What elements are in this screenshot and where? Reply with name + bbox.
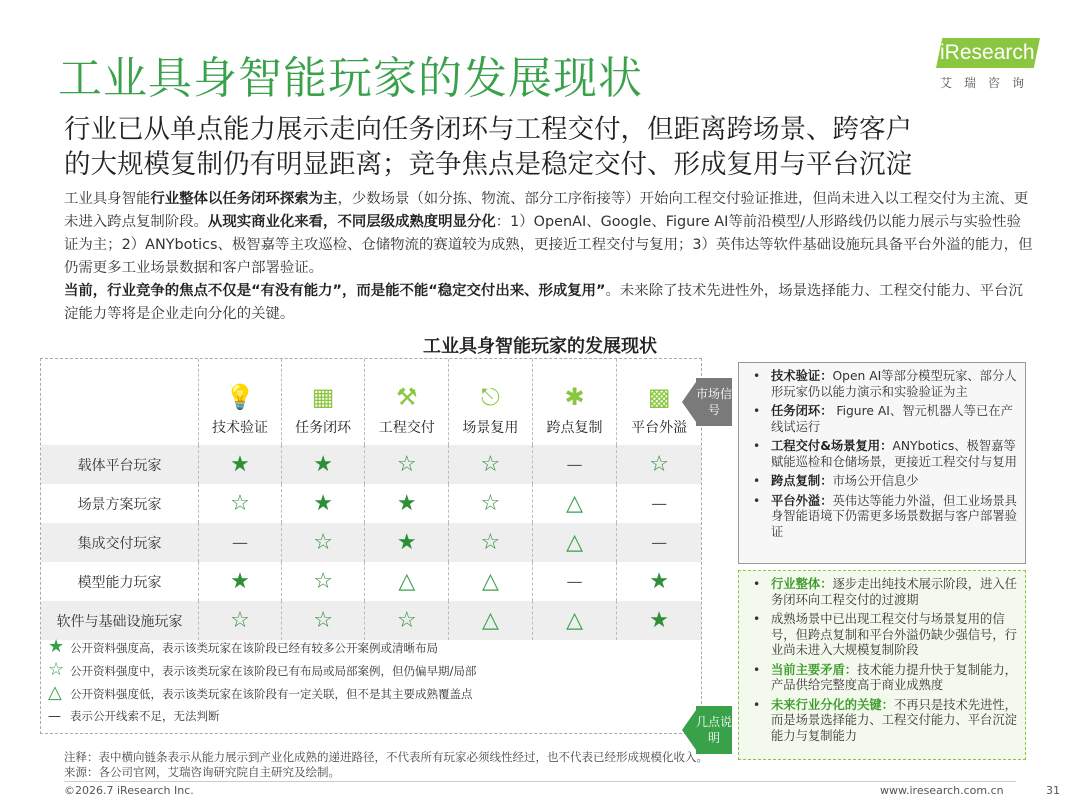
table-row [41,484,701,523]
matrix-cell: ★ [617,601,701,640]
column-label: 跨点复制 [546,420,603,436]
matrix-cell: ★ [649,569,670,594]
legend-item [48,705,476,728]
headline-line-1: 行业已从单点能力展示走向任务闭环与工程交付，但距离跨场景、跨客户 [64,114,912,145]
matrix-cell: ☆ [449,523,533,562]
table-row [41,562,701,601]
term: 技术验证： [771,369,833,383]
matrix-cell: ☆ [449,484,533,523]
table-row [41,445,701,484]
row-label: 模型能力玩家 [41,562,199,601]
matrix-table [41,359,701,640]
logo-word: iResearch [940,41,1035,64]
row-label: 场景方案玩家 [41,484,199,523]
term: 任务闭环： [771,404,833,418]
column-header [281,359,365,445]
term: 工程交付&场景复用： [771,439,893,453]
matrix-cell: ★ [199,445,282,484]
text-span: 工业具身智能 [64,191,151,207]
lightbulb-icon: 💡 [225,383,255,411]
key-points-panel [738,570,1026,760]
row-label: 软件与基础设施玩家 [41,601,199,640]
description: Open AI等部分模型玩家、部分人形玩家仍以能力演示和实验验证为主 [771,369,1017,399]
term: 跨点复制： [771,474,833,488]
matrix-cell: ☆ [199,601,282,640]
table-row [41,523,701,562]
filled-star-icon: ★ [48,636,65,657]
matrix-cell: ★ [281,484,365,523]
bold-span: 当前，行业竞争的焦点不仅是“有没有能力”，而是能不能“稳定交付出来、形成复用” [64,283,606,299]
column-label: 场景复用 [462,420,519,436]
column-header [199,359,282,445]
key-points-callout: 几点说明 [696,706,732,754]
matrix-cell: ☆ [281,523,365,562]
list-item [749,577,1017,608]
summary-paragraph-2 [64,280,1034,326]
page-number: 31 [1046,784,1060,797]
chip-icon: ▩ [647,383,671,411]
description: ANYbotics、极智嘉等赋能巡检和仓储场景，更接近工程交付与复用 [771,439,1017,469]
list-item [749,369,1017,400]
legend-text: 公开资料强度中，表示该类玩家在该阶段已有布局或局部案例，但仍偏早期/局部 [70,664,477,678]
bold-span: 行业整体以任务闭环探索为主 [150,191,338,207]
legend-text: 公开资料强度低，表示该类玩家在该阶段有一定关联，但不是其主要成熟覆盖点 [70,687,473,701]
circuit-board-icon: ▦ [311,383,335,411]
description: 英伟达等能力外溢，但工业场景具身智能语境下仍需更多场景数据与客户部署验证 [771,493,1017,539]
matrix-cell: △ [449,601,533,640]
description: 不再只是技术先进性，而是场景选择能力、工程交付能力、平台沉淀能力与复制能力 [771,697,1017,743]
column-label: 平台外溢 [631,420,688,436]
matrix-cell: — [199,523,282,562]
row-label: 集成交付玩家 [41,523,199,562]
signals-list [749,369,1017,540]
iresearch-logo [928,38,1046,94]
page-title: 工业具身智能玩家的发展现状 [58,53,643,104]
description: 市场公开信息少 [832,474,919,488]
outline-star-icon: ☆ [48,659,65,680]
column-label: 任务闭环 [295,420,352,436]
matrix-cell: △ [532,601,617,640]
market-signals-panel [738,362,1026,564]
legend [48,636,476,728]
column-header [449,359,533,445]
description: 技术能力提升快于复制能力，产品供给完整度高于商业成熟度 [771,662,1017,692]
list-item [749,612,1017,659]
column-label: 工程交付 [378,420,435,436]
headline-line-2: 的大规模复制仍有明显距离；竞争焦点是稳定交付、形成复用与平台沉淀 [64,149,912,180]
term: 平台外溢： [771,493,833,508]
text-span: 。未来除了技术先进性外，场景选择能力、工程交付能力、平台沉淀能力等将是企业走向分化的关键。 [64,283,1023,322]
matrix-cell: ☆ [365,445,449,484]
term: 行业整体： [771,577,833,591]
matrix-header-row [41,359,701,445]
list-item [749,698,1017,745]
matrix-cell: △ [449,562,533,601]
matrix-cell: — [617,523,701,562]
matrix-cell: △ [365,562,449,601]
tools-icon: ⚒ [396,383,418,411]
key-points-list [749,577,1017,744]
copyright: ©2026.7 iResearch Inc. [64,784,194,797]
table-row [41,601,701,640]
list-item [749,404,1017,435]
plug-icon: ⎋ [480,383,500,411]
description: Figure AI、智元机器人等已在产线试运行 [771,404,1013,434]
dash-icon: — [48,709,61,724]
list-item [749,474,1017,490]
notes [64,750,708,780]
list-item [749,663,1017,694]
legend-text: 公开资料强度高，表示该类玩家在该阶段已经有较多公开案例或清晰布局 [70,641,438,655]
market-signal-callout: 市场信号 [696,378,732,426]
website-url: www.iresearch.com.cn [880,784,1004,797]
column-header [532,359,617,445]
bold-span: 从现实商业化来看，不同层级成熟度明显分化 [207,214,496,230]
summary-text [64,188,1034,326]
matrix-cell: — [651,494,668,513]
matrix-cell: ☆ [449,445,533,484]
legend-item [48,682,476,705]
description: 成熟场景中已出现工程交付与场景复用的信号，但跨点复制和平台外溢仍缺少强信号，行业尚未进入大规模复制阶段 [771,612,1017,657]
list-item [749,494,1017,541]
table-title: 工业具身智能玩家的发展现状 [423,336,657,357]
matrix-cell: ★ [281,445,365,484]
legend-text: 表示公开线索不足，无法判断 [70,709,220,723]
matrix-cell: ☆ [281,562,365,601]
matrix-cell: ☆ [199,484,282,523]
matrix-cell: ★ [365,484,449,523]
text-span: ，少数场景（如分拣、物流、部分工序衔接等）开始向工程交付验证推进，但尚未进入以工程交付为主流、更未进入跨点复制阶段。 [64,191,1029,230]
legend-item [48,659,476,682]
legend-item [48,636,476,659]
list-item [749,439,1017,470]
matrix-cell: ☆ [365,601,449,640]
note-text: 注释：表中横向链条表示从能力展示到产业化成熟的递进路径，不代表所有玩家必须线性经过，也不代表已经形成规模化收入。 [64,750,708,764]
matrix-cell: △ [532,523,617,562]
column-header [365,359,449,445]
matrix-cell: ★ [365,523,449,562]
matrix-cell: — [532,562,617,601]
description: 逐步走出纯技术展示阶段，进入任务闭环向工程交付的过渡期 [771,577,1017,607]
matrix-cell: — [532,445,617,484]
triangle-icon: △ [48,682,62,703]
summary-paragraph-1 [64,188,1034,280]
matrix-cell: ☆ [617,445,701,484]
footer-divider [64,781,1016,782]
source-text: 来源：各公司官网，艾瑞咨询研究院自主研究及绘制。 [64,765,340,779]
corner-cell [41,359,199,445]
logo-cn: 艾瑞咨询 [940,76,1037,90]
term: 未来行业分化的关键： [771,697,894,712]
matrix-cell: ★ [199,562,282,601]
headline [64,112,1054,182]
network-nodes-icon: ✱ [564,383,585,411]
matrix-cell: ☆ [281,601,365,640]
matrix-cell: △ [532,484,617,523]
row-label: 载体平台玩家 [41,445,199,484]
text-span: ：1）OpenAI、Google、Figure AI等前沿模型/人形路线仍以能力展示与实验性验证为主；2）ANYbotics、极智嘉等主攻巡检、仓储物流的赛道较为成熟，更接近工程交付与复用；3）英伟达等软件基础设施玩具备平台外溢的能力，但仍需更多工业场景数据和客户部署验证。 [64,214,1033,276]
column-label: 技术验证 [211,420,268,436]
term: 当前主要矛盾： [771,662,858,677]
